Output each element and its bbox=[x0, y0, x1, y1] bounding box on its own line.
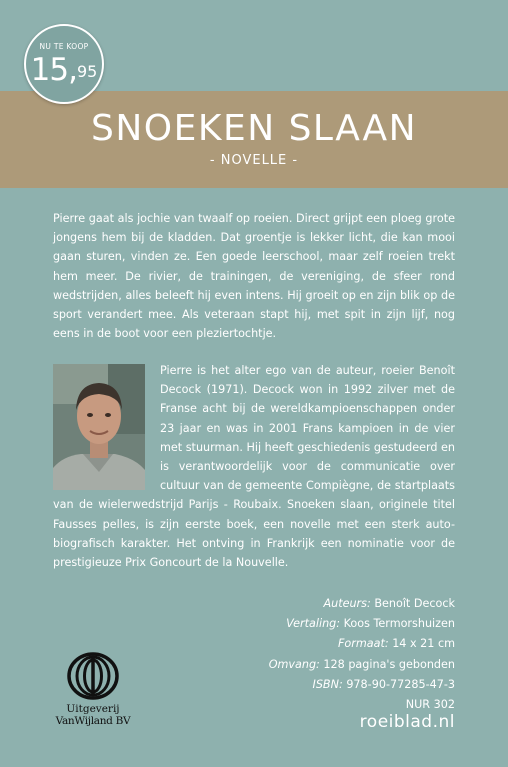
detail-value: 14 x 21 cm bbox=[392, 637, 455, 651]
detail-label: Omvang: bbox=[268, 657, 320, 671]
price-cents: 95 bbox=[76, 62, 98, 81]
author-bio-text: Pierre is het alter ego van de auteur, roeier Benoît Decock (1971). Decock won in 1992 zilver met de Franse acht bij de wereldkampioenschappen onder 23 jaar en was in 2001 Frans kampioen in de vier met stuurman. Hij heeft geschiedenis gestudeerd en is verantwoordelijk voor de communicatie over cultuur van de gemeente Compiègne, de startplaats van de wielerwedstrijd Parijs - Roubaix. Snoeken slaan, originele titel Fausses pelles, is zijn eerste boek, een novelle met een sterk auto-biografisch karakter. Het ontving in Frankrijk een nominatie voor de prestigieuze Prix Goncourt de la Nouvelle. bbox=[53, 364, 456, 570]
price-value bbox=[26, 53, 102, 87]
detail-value: Benoît Decock bbox=[374, 597, 455, 610]
photo-spacer bbox=[53, 361, 160, 489]
detail-value: Koos Termorshuizen bbox=[343, 617, 455, 631]
detail-authors bbox=[269, 594, 455, 614]
detail-value: 978-90-77285-47-3 bbox=[346, 677, 455, 691]
detail-size bbox=[269, 655, 455, 675]
detail-isbn bbox=[269, 675, 455, 695]
book-subtitle: - NOVELLE - bbox=[209, 153, 299, 168]
book-title: SNOEKEN SLAAN bbox=[90, 108, 417, 149]
price-euros: 15, bbox=[30, 52, 77, 88]
blurb-text: Pierre gaat als jochie van twaalf op roeien. Direct grijpt een ploeg grote jongens hem bij de kladden. Dat groentje is lekker licht, die kan mooi gaan sturen, vinden ze. Een goede leerschool, maar zelf roeien trekt hem meer. De rivier, de trainingen, de vereniging, de sfeer rond wedstrijden, alles beleeft hij even intens. Hij groeit op en zijn blik op de sport verandert mee. Als veteraan stapt hij, met spit in zijn lijf, nog eens in de boot voor een pleziertochtje. bbox=[53, 212, 455, 341]
detail-format bbox=[269, 634, 455, 654]
publisher-logo bbox=[53, 651, 133, 741]
detail-translation bbox=[269, 614, 455, 634]
title-band bbox=[0, 91, 508, 188]
detail-value: 128 pagina's gebonden bbox=[323, 657, 455, 671]
website-link[interactable]: roeiblad.nl bbox=[359, 712, 455, 732]
detail-label: Auteurs: bbox=[323, 597, 371, 610]
price-badge-label: NU TE KOOP bbox=[39, 42, 89, 51]
detail-label: Formaat: bbox=[337, 637, 389, 651]
detail-label: ISBN: bbox=[312, 677, 343, 691]
publisher-line2: VanWijland BV bbox=[55, 715, 131, 727]
price-badge bbox=[24, 24, 104, 104]
book-details bbox=[269, 594, 455, 715]
detail-label: Vertaling: bbox=[286, 617, 341, 631]
publisher-emblem-icon bbox=[67, 651, 119, 701]
bio-paragraph bbox=[53, 361, 455, 572]
detail-value: NUR 302 bbox=[405, 698, 455, 712]
publisher-line1: Uitgeverij bbox=[66, 703, 120, 715]
